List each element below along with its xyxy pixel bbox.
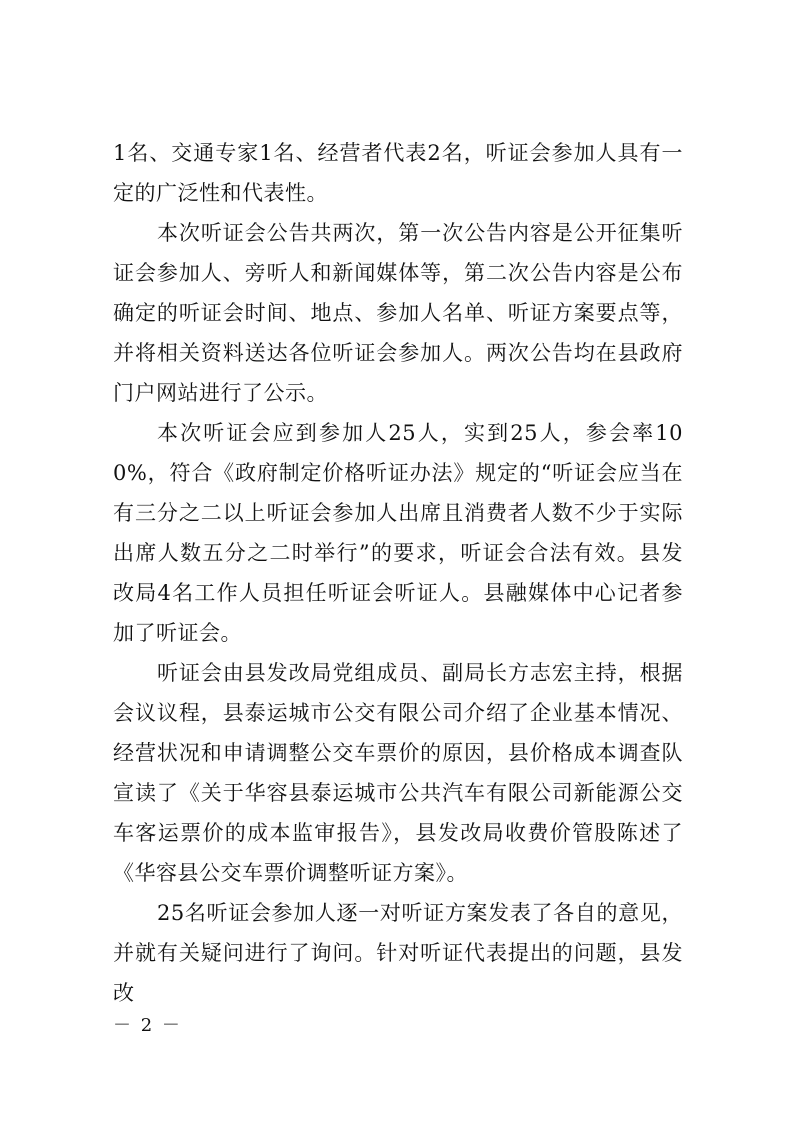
page-number: － 2 － — [113, 1015, 182, 1036]
paragraph-5: 25名听证会参加人逐一对听证方案发表了各自的意见，并就有关疑问进行了询问。针对听证代表提出的问题，县发改 — [113, 901, 683, 1005]
document-body — [113, 133, 683, 1013]
paragraph-2: 本次听证会公告共两次，第一次公告内容是公开征集听证会参加人、旁听人和新闻媒体等，第二次公告内容是公布确定的听证会时间、地点、参加人名单、听证方案要点等，并将相关资料送达各位听证会参加人。两次公告均在县政府门户网站进行了公示。 — [113, 221, 683, 405]
paragraph-1: 1名、交通专家1名、经营者代表2名，听证会参加人具有一定的广泛性和代表性。 — [113, 141, 683, 205]
paragraph-3: 本次听证会应到参加人25人，实到25人，参会率100%，符合《政府制定价格听证办法》规定的“听证会应当在有三分之二以上听证会参加人出席且消费者人数不少于实际出席人数五分之二时举行”的要求，听证会合法有效。县发改局4名工作人员担任听证会听证人。县融媒体中心记者参加了听证会。 — [113, 421, 683, 645]
paragraph-4: 听证会由县发改局党组成员、副局长方志宏主持，根据会议议程，县泰运城市公交有限公司介绍了企业基本情况、经营状况和申请调整公交车票价的原因，县价格成本调查队宣读了《关于华容县泰运城市公共汽车有限公司新能源公交车客运票价的成本监审报告》，县发改局收费价管股陈述了《华容县公交车票价调整听证方案》。 — [113, 661, 683, 885]
